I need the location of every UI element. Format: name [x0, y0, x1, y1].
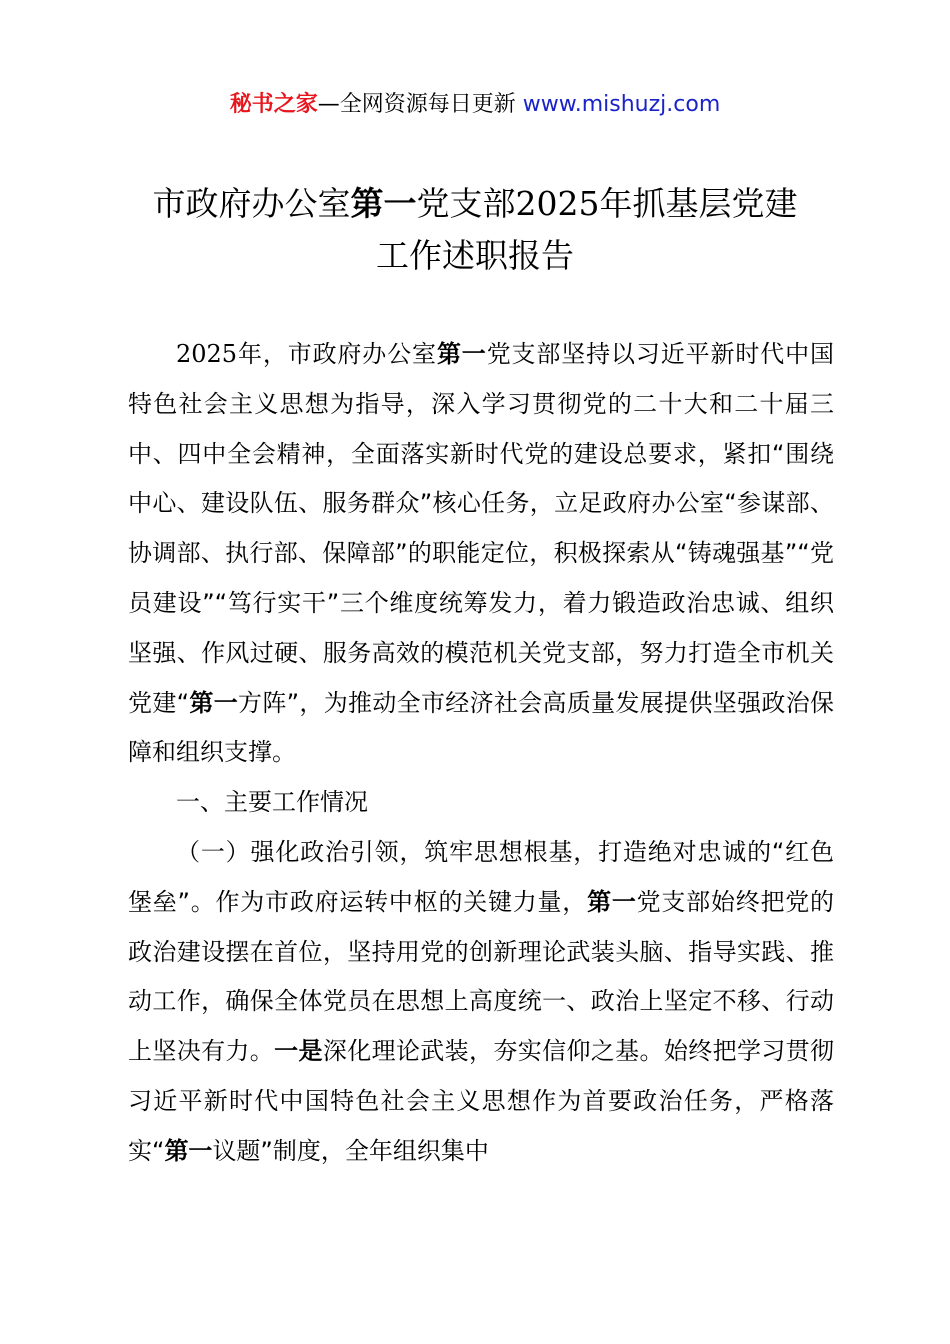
site-url-link[interactable]: www.mishuzj.com — [522, 92, 721, 117]
section1-text: （一）强化政治引领，筑牢思想根基，打造绝对忠诚的“红色堡垒”。作为市政府运转中枢的关键力量， — [128, 837, 834, 916]
paragraph-section-1 — [128, 828, 834, 1177]
intro-year: 2025 — [176, 340, 238, 368]
title-text: 党支部 — [416, 184, 516, 223]
title-text: 市政府办公室 — [152, 184, 351, 223]
section1-text: 党支部始终把党的政治建设摆在首位，坚持用党的创新理论武装头脑、指导实践、推动工作，确保全体党员在思想上高度统一、政治上坚定不移、行动上坚决有力。 — [128, 887, 835, 1066]
site-brand: 秘书之家 — [229, 92, 318, 117]
site-tagline: —全网资源每日更新 — [317, 92, 516, 117]
intro-text: 年，市政府办公室 — [237, 340, 437, 368]
intro-bold-first: 第一 — [189, 688, 239, 717]
paragraph-intro — [128, 330, 834, 778]
title-bold-text: 第一 — [350, 184, 417, 223]
section1-bold: 第一 — [164, 1136, 213, 1165]
section1-text: 议题”制度，全年组织集中 — [212, 1136, 489, 1165]
section1-bold: 第一 — [587, 887, 637, 916]
intro-bold-first: 第一 — [436, 340, 487, 368]
intro-text: 方阵”，为推动全市经济社会高质量发展提供坚强政治保障和组织支撑。 — [128, 688, 835, 767]
document-title — [0, 178, 950, 282]
title-year: 2025 — [515, 184, 600, 223]
title-line2: 工作述职报告 — [376, 236, 574, 275]
section1-bold: 一是 — [274, 1037, 323, 1066]
title-text: 年抓基层党建 — [599, 184, 798, 223]
document-body — [128, 330, 834, 1177]
site-header — [0, 88, 950, 122]
section-heading: 一、主要工作情况 — [176, 788, 368, 817]
section1-text: 深化理论武装，夯实信仰之基。始终把学习贯彻习近平新时代中国特色社会主义思想作为首要政治任务，严格落实“ — [128, 1037, 835, 1165]
intro-text: 党支部坚持以习近平新时代中国特色社会主义思想为指导，深入学习贯彻党的二十大和二十届三中、四中全会精神，全面落实新时代党的建设总要求，紧扣“围绕中心、建设队伍、服务群众”核心任务，立足政府办公室“参谋部、协调部、执行部、保障部”的职能定位，积极探索从“铸魂强基”“党员建设”“笃行实干”三个维度统筹发力，着力锻造政治忠诚、组织坚强、作风过硬、服务高效的模范机关党支部，努力打造全市机关党建“ — [128, 340, 835, 717]
